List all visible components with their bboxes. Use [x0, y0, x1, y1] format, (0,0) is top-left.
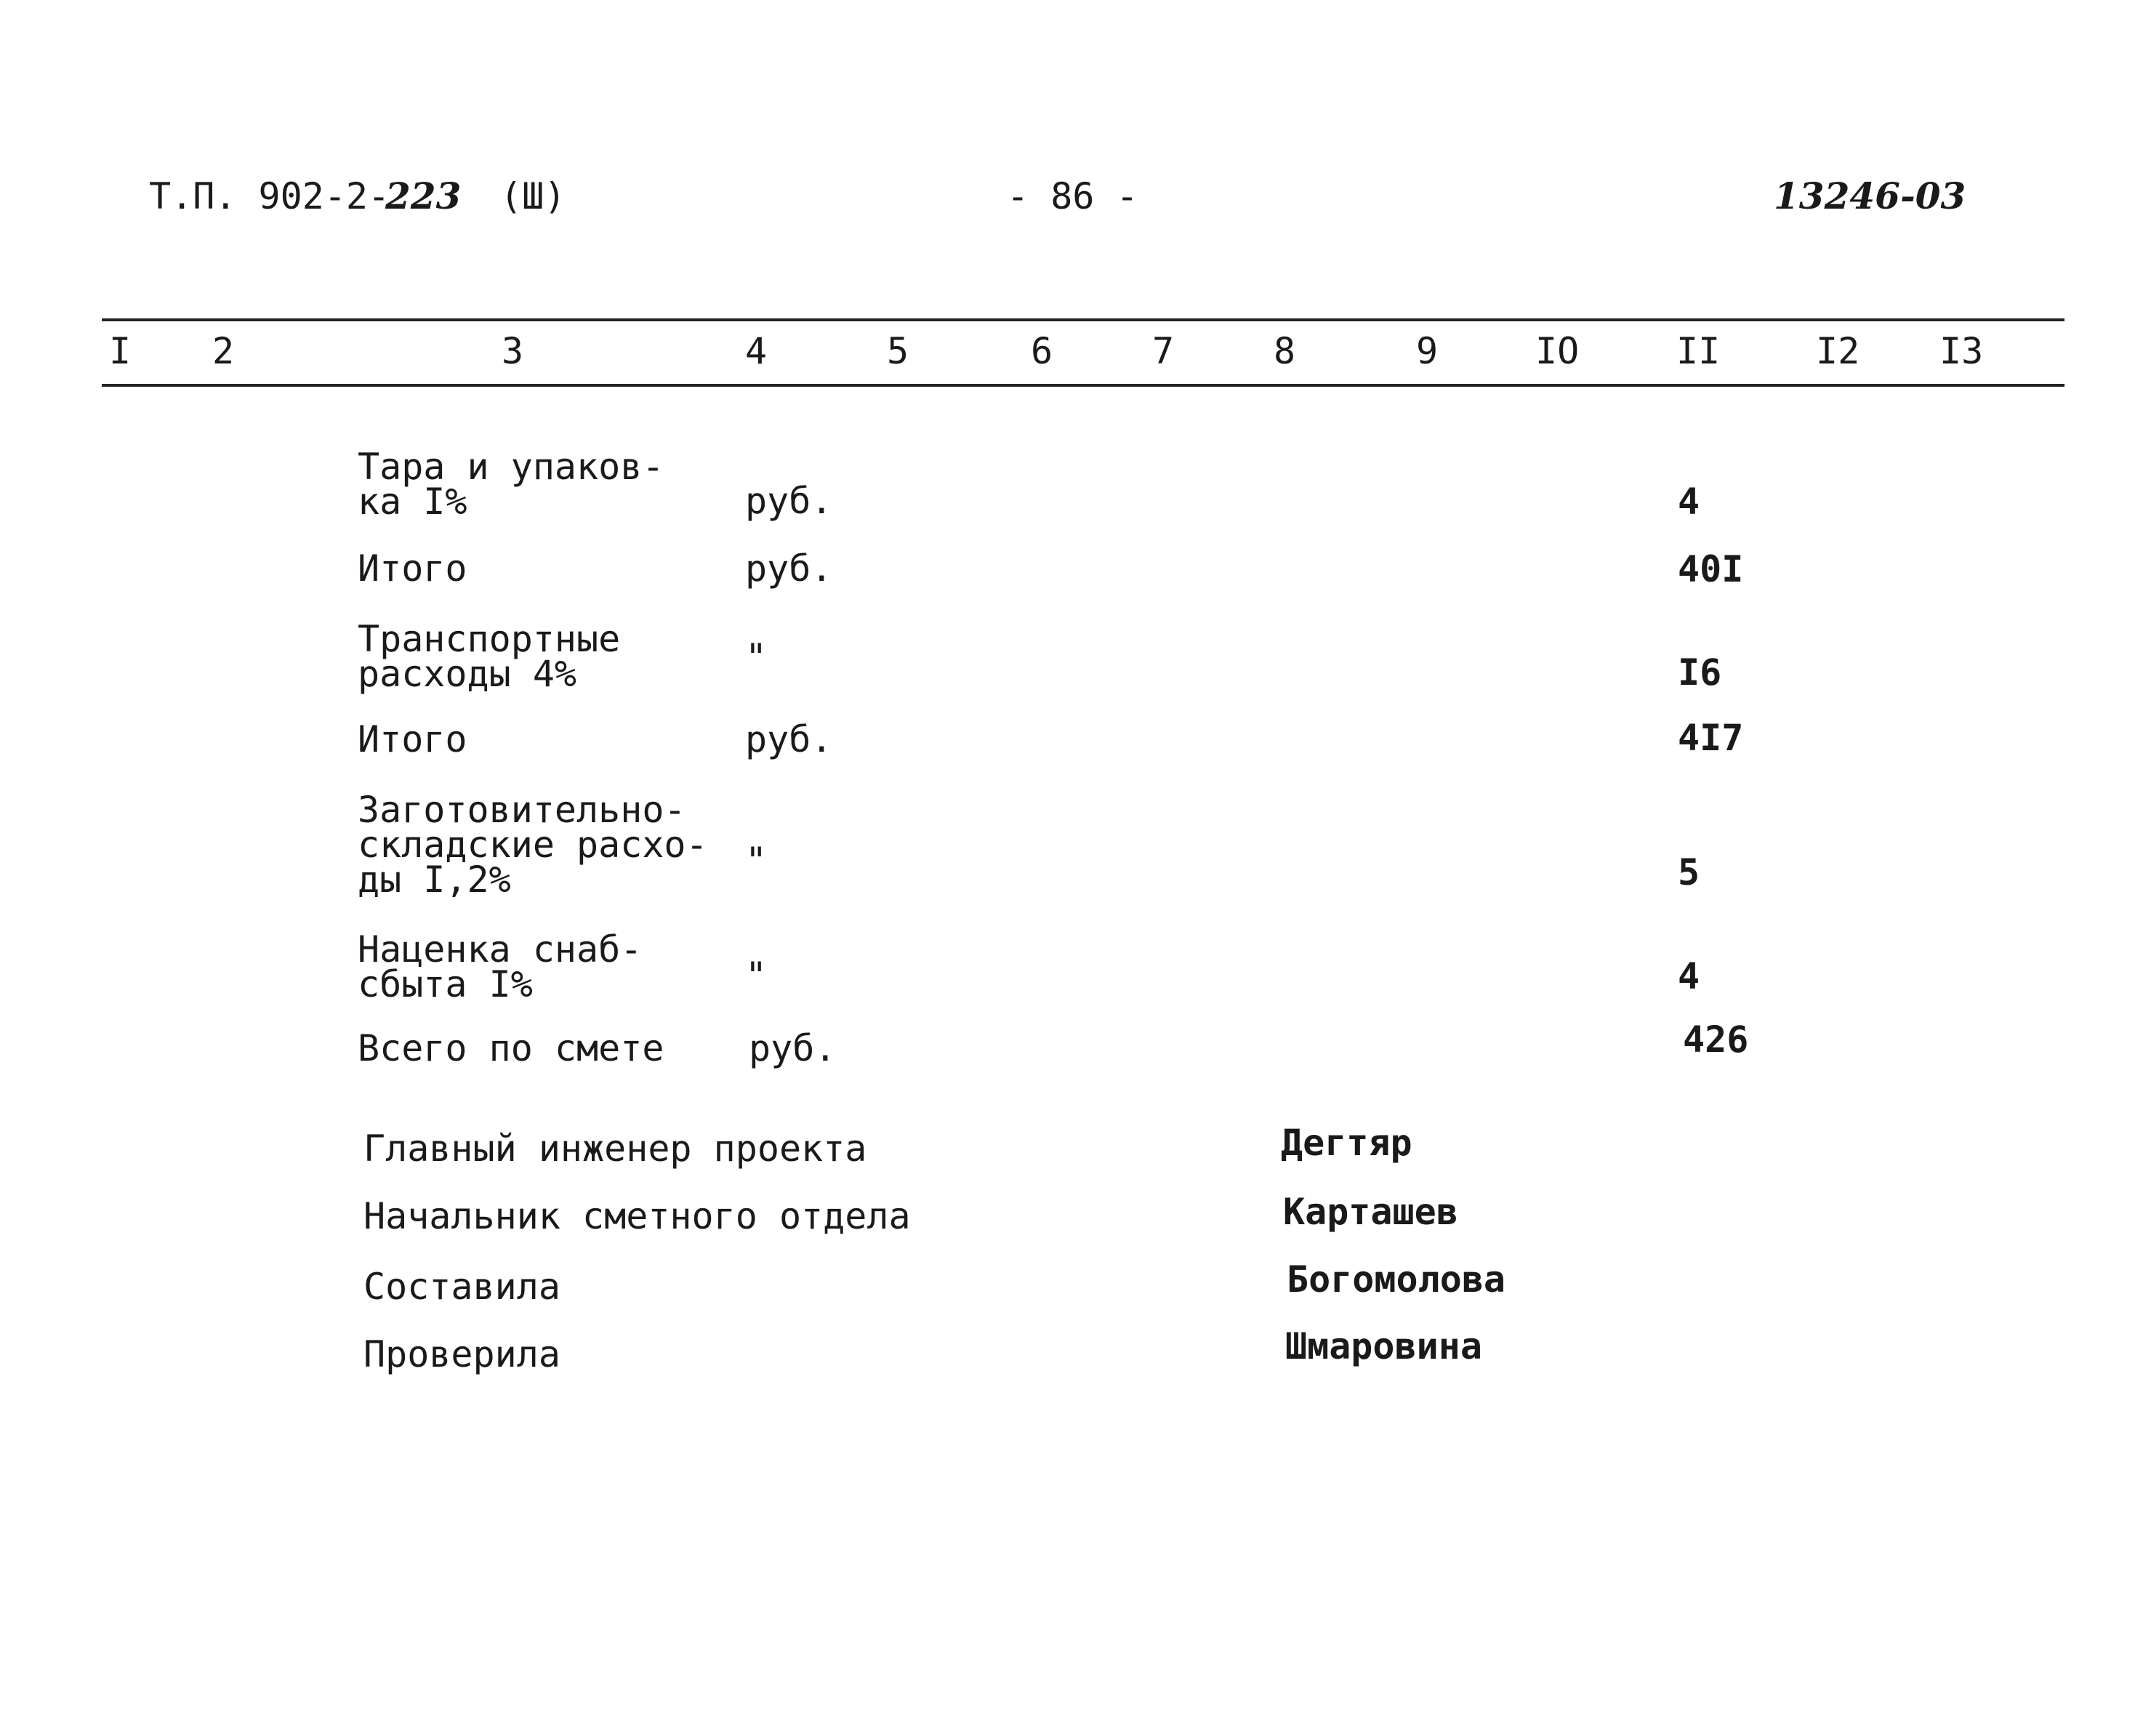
- column-number-6: 6: [1031, 330, 1053, 372]
- signature-role: Начальник сметного отдела: [363, 1195, 911, 1237]
- table-row-value: 4: [1678, 481, 1700, 523]
- column-number-3: 3: [502, 330, 524, 372]
- column-number-10: IO: [1535, 330, 1580, 372]
- column-number-7: 7: [1152, 330, 1175, 372]
- signature-role: Проверила: [363, 1333, 560, 1375]
- column-number-8: 8: [1274, 330, 1296, 372]
- signature-role: Составила: [363, 1266, 560, 1308]
- table-row-unit: руб.: [745, 547, 833, 590]
- table-top-rule: [102, 318, 2064, 321]
- table-row-name: Транспортные расходы 4%: [358, 618, 621, 695]
- table-row-value: 4I7: [1678, 717, 1744, 759]
- column-number-11: II: [1676, 330, 1721, 372]
- table-row-unit: руб.: [745, 480, 833, 522]
- table-row-unit: руб.: [745, 718, 833, 760]
- column-number-9: 9: [1416, 330, 1439, 372]
- table-row-value: 5: [1678, 851, 1700, 893]
- signature-role: Главный инженер проекта: [363, 1128, 867, 1170]
- doc-number-handwritten: 223: [385, 174, 462, 217]
- table-row-unit: ": [745, 636, 768, 678]
- signature-name: Карташев: [1283, 1191, 1458, 1233]
- table-row-value: 426: [1683, 1018, 1749, 1061]
- signature-name: Богомолова: [1287, 1258, 1506, 1301]
- table-row-name: Всего по смете: [358, 1027, 664, 1069]
- table-row-name: Заготовительно- складские расхо- ды I,2%: [358, 789, 708, 901]
- table-row-value: 40I: [1678, 548, 1744, 590]
- signature-name: Дегтяр: [1281, 1122, 1412, 1164]
- archive-code-handwritten: 13246-03: [1774, 174, 1966, 217]
- column-number-2: 2: [212, 330, 235, 372]
- table-header-bottom-rule: [102, 384, 2064, 387]
- column-number-5: 5: [887, 330, 909, 372]
- doc-prefix: Т.П. 902-2-: [149, 175, 390, 217]
- table-row-value: I6: [1678, 651, 1722, 694]
- column-number-1: I: [109, 330, 132, 372]
- table-row-unit: ": [745, 955, 768, 997]
- table-row-name: Тара и упаков- ка I%: [358, 446, 664, 523]
- table-row-value: 4: [1678, 955, 1700, 997]
- table-row-unit: руб.: [749, 1027, 837, 1069]
- doc-part: (Ш): [500, 175, 566, 217]
- table-row-unit: ": [745, 840, 768, 882]
- table-row-name: Наценка снаб- сбыта I%: [358, 928, 643, 1005]
- table-row-name: Итого: [358, 547, 467, 590]
- page-number: - 86 -: [1007, 175, 1138, 217]
- column-number-12: I2: [1816, 330, 1860, 372]
- column-number-4: 4: [745, 330, 768, 372]
- column-number-13: I3: [1939, 330, 1984, 372]
- table-row-name: Итого: [358, 718, 467, 760]
- signature-name: Шмаровина: [1285, 1325, 1482, 1367]
